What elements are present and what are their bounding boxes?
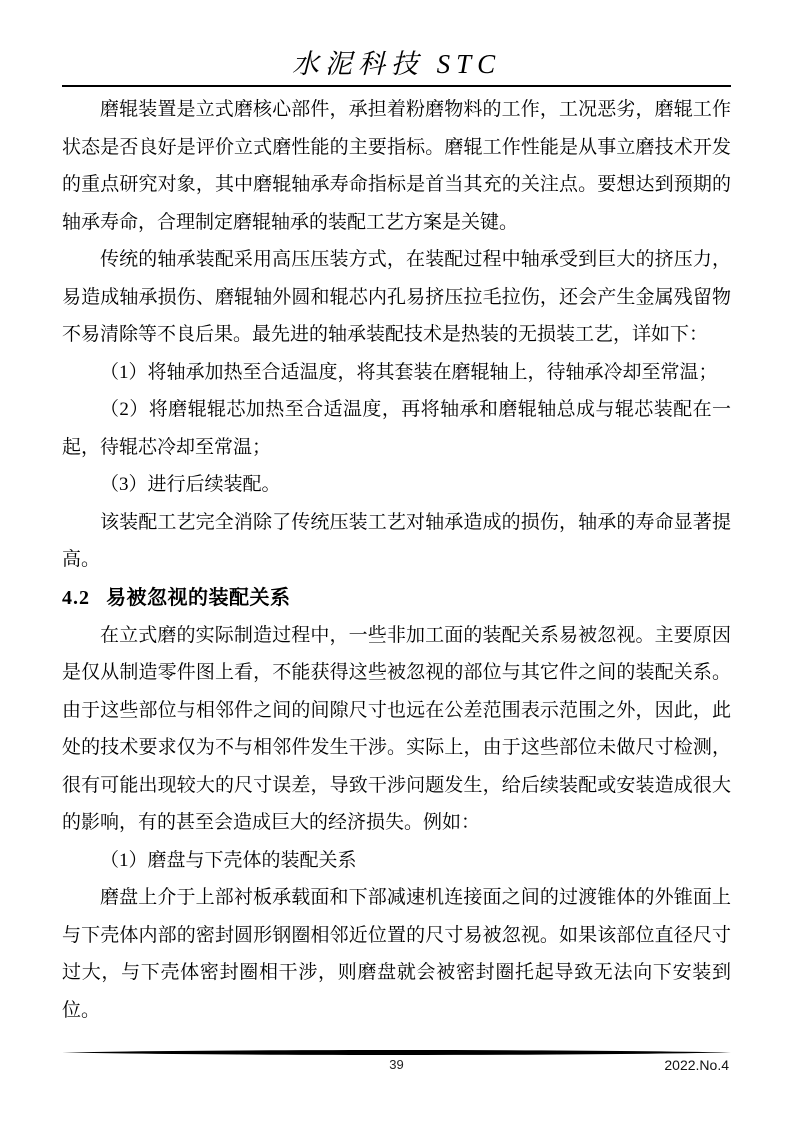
header-divider [62,85,731,87]
example-item: （1）磨盘与下壳体的装配关系 [100,849,357,871]
paragraph: 该装配工艺完全消除了传统压装工艺对轴承造成的损伤，轴承的寿命显著提高。 [62,511,731,570]
article-body [62,91,731,1029]
section-number: 4.2 [62,586,90,609]
footer-divider [62,1049,731,1057]
paragraph: 磨辊装置是立式磨核心部件，承担着粉磨物料的工作，工况恶劣，磨辊工作状态是否良好是评价立式磨性能的主要指标。磨辊工作性能是从事立磨技术开发的重点研究对象，其中磨辊轴承寿命指标是首当其充的关注点。要想达到预期的轴承寿命，合理制定磨辊轴承的装配工艺方案是关键。 [62,99,731,233]
assembly-step: （1）将轴承加热至合适温度，将其套装在磨辊轴上，待轴承冷却至常温； [100,361,718,383]
issue-label: 2022.No.4 [664,1057,729,1073]
assembly-step: （2）将磨辊辊芯加热至合适温度，再将轴承和磨辊轴总成与辊芯装配在一起，待辊芯冷却至常温； [62,399,731,458]
section-title: 易被忽视的装配关系 [106,586,291,609]
paragraph: 磨盘上介于上部衬板承载面和下部减速机连接面之间的过渡锥体的外锥面上与下壳体内部的密封圆形钢圈相邻近位置的尺寸易被忽视。如果该部位直径尺寸过大，与下壳体密封圈相干涉，则磨盘就会被密封圈托起导致无法向下安装到位。 [62,887,731,1021]
paragraph: 在立式磨的实际制造过程中，一些非加工面的装配关系易被忽视。主要原因是仅从制造零件图上看，不能获得这些被忽视的部位与其它件之间的装配关系。由于这些部位与相邻件之间的间隙尺寸也远在公差范围表示范围之外，因此，此处的技术要求仅为不与相邻件发生干涉。实际上，由于这些部位未做尺寸检测，很有可能出现较大的尺寸误差，导致干涉问题发生，给后续装配或安装造成很大的影响，有的甚至会造成巨大的经济损失。例如： [62,624,731,833]
paragraph: 传统的轴承装配采用高压压装方式，在装配过程中轴承受到巨大的挤压力，易造成轴承损伤、磨辊轴外圆和辊芯内孔易挤压拉毛拉伤，还会产生金属残留物不易清除等不良后果。最先进的轴承装配技术是热装的无损装工艺，详如下： [62,249,731,345]
assembly-step: （3）进行后续装配。 [100,474,281,495]
page-number: 39 [389,1057,404,1072]
section-heading [62,579,731,617]
page-title: 水泥科技 STC [291,49,502,79]
